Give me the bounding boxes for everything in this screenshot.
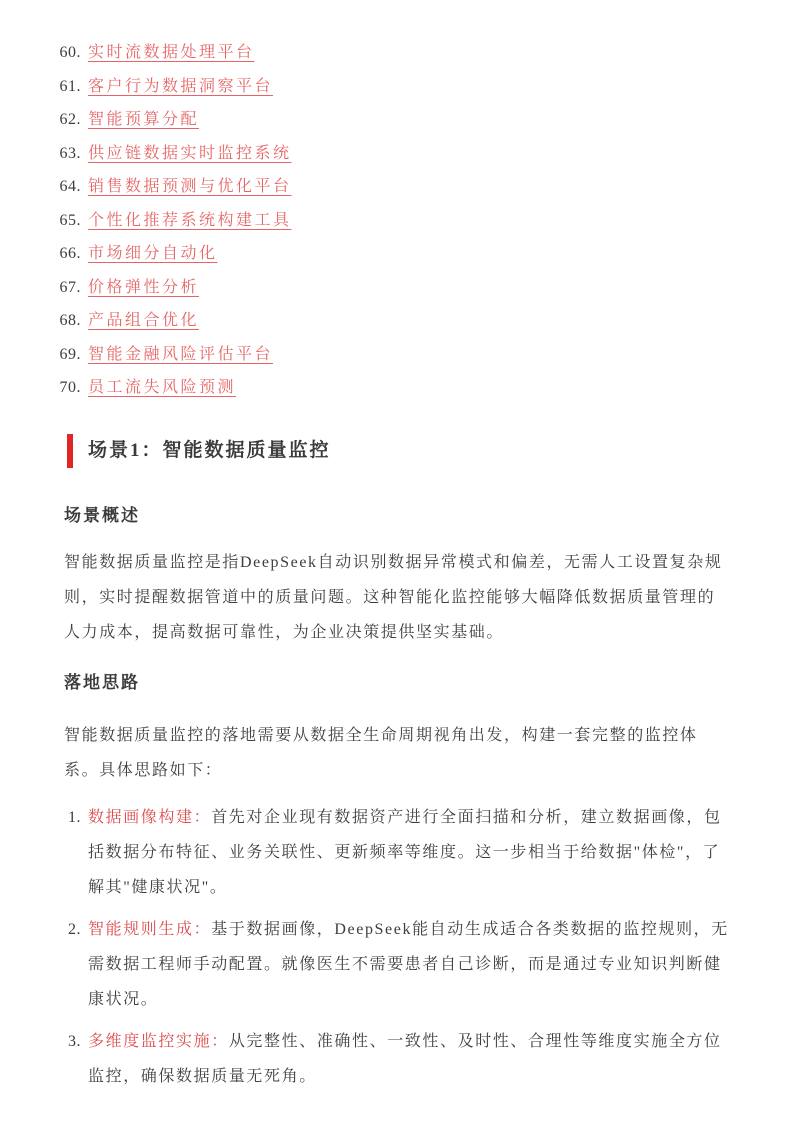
list-item	[59, 137, 729, 171]
doc-link[interactable]: 实时流数据处理平台	[88, 44, 255, 61]
list-number: 65.	[59, 211, 81, 229]
section-approach	[64, 671, 729, 788]
doc-link[interactable]: 个性化推荐系统构建工具	[88, 211, 292, 229]
list-item	[59, 70, 729, 104]
paragraph: 智能数据质量监控是指DeepSeek自动识别数据异常模式和偏差，无需人工设置复杂规则，实时提醒数据管道中的质量问题。这种智能化监控能够大幅降低数据质量管理的人力成本，提高数据可靠性，为企业决策提供坚实基础。	[64, 553, 723, 641]
list-number: 60.	[59, 44, 81, 61]
step-item	[64, 912, 729, 1017]
step-lead: 数据画像构建：	[88, 808, 212, 826]
section-heading: 场景概述	[64, 505, 140, 525]
list-item	[59, 304, 729, 338]
list-item	[59, 103, 729, 137]
list-number: 62.	[59, 111, 81, 128]
list-number: 67.	[59, 278, 81, 296]
step-lead: 智能规则生成：	[88, 920, 212, 938]
list-number: 61.	[59, 77, 81, 95]
doc-link[interactable]: 价格弹性分析	[88, 278, 200, 296]
doc-link[interactable]: 市场细分自动化	[88, 245, 218, 262]
list-item	[59, 271, 729, 305]
step-lead: 多维度监控实施：	[88, 1032, 229, 1050]
step-body: 从完整性、准确性、一致性、及时性、合理性等维度实施全方位监控，确保数据质量无死角。	[88, 1032, 722, 1085]
red-accent-bar	[67, 434, 73, 468]
step-text	[88, 1024, 729, 1094]
step-number: 2.	[68, 920, 81, 938]
doc-link[interactable]: 销售数据预测与优化平台	[88, 178, 292, 195]
list-item	[59, 371, 729, 405]
list-number: 66.	[59, 245, 81, 262]
doc-link[interactable]: 客户行为数据洞察平台	[88, 77, 274, 95]
step-text	[88, 800, 729, 905]
list-number: 69.	[59, 345, 81, 363]
list-item	[59, 338, 729, 372]
step-item	[64, 800, 729, 905]
paragraph: 智能数据质量监控的落地需要从数据全生命周期视角出发，构建一套完整的监控体系。具体思路如下：	[64, 726, 698, 779]
scene-title: 场景1：智能数据质量监控	[88, 439, 331, 461]
list-item	[59, 170, 729, 204]
doc-link[interactable]: 供应链数据实时监控系统	[88, 144, 292, 162]
step-text	[88, 912, 729, 1017]
list-number: 64.	[59, 178, 81, 195]
list-item	[59, 204, 729, 238]
list-number: 70.	[59, 379, 81, 396]
step-body: 基于数据画像，DeepSeek能自动生成适合各类数据的监控规则，无需数据工程师手动配置。就像医生不需要患者自己诊断，而是通过专业知识判断健康状况。	[88, 920, 729, 1008]
doc-link[interactable]: 智能预算分配	[88, 111, 200, 128]
step-list	[64, 800, 729, 1094]
list-item	[59, 237, 729, 271]
list-item	[59, 36, 729, 70]
step-item	[64, 1024, 729, 1094]
section-overview	[64, 504, 729, 650]
step-number: 3.	[68, 1032, 81, 1050]
doc-link[interactable]: 员工流失风险预测	[88, 379, 237, 396]
section-heading: 落地思路	[64, 672, 140, 692]
list-number: 68.	[59, 312, 81, 329]
scene-heading	[64, 434, 729, 468]
step-number: 1.	[68, 808, 81, 826]
numbered-link-list	[59, 36, 729, 405]
list-number: 63.	[59, 144, 81, 162]
doc-link[interactable]: 智能金融风险评估平台	[88, 345, 274, 363]
step-body: 首先对企业现有数据资产进行全面扫描和分析，建立数据画像，包括数据分布特征、业务关联性、更新频率等维度。这一步相当于给数据"体检"，了解其"健康状况"。	[88, 808, 722, 896]
doc-link[interactable]: 产品组合优化	[88, 312, 200, 329]
